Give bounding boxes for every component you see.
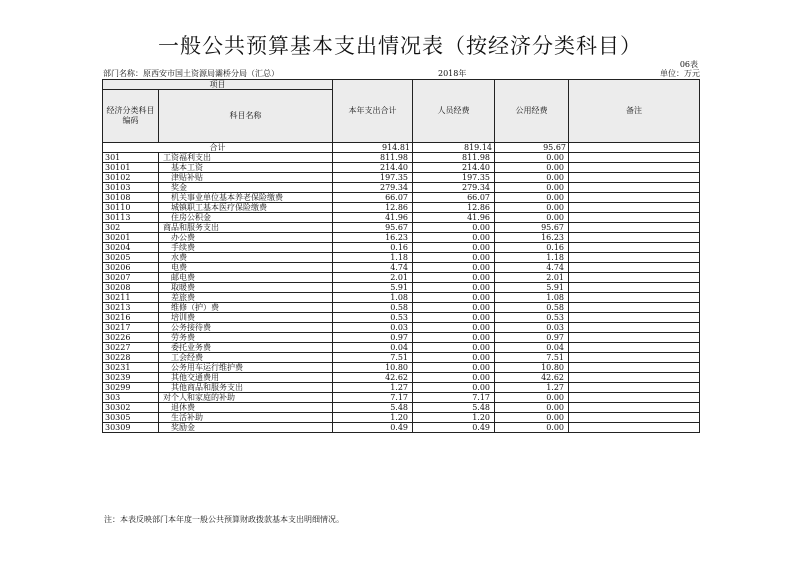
table-row xyxy=(103,333,700,343)
row-code: 301 xyxy=(103,153,159,163)
row-name: 工资福利支出 xyxy=(159,153,333,163)
row-code: 30217 xyxy=(103,323,159,333)
table-row xyxy=(103,223,700,233)
row-personnel: 0.00 xyxy=(413,253,495,263)
row-note xyxy=(569,343,700,353)
row-total: 1.08 xyxy=(333,293,413,303)
row-public: 0.00 xyxy=(495,173,569,183)
row-name: 取暖费 xyxy=(159,283,333,293)
row-note xyxy=(569,213,700,223)
row-public: 0.00 xyxy=(495,393,569,403)
unit-label: 单位：万元 xyxy=(660,69,700,78)
row-personnel: 0.00 xyxy=(413,283,495,293)
row-total: 1.20 xyxy=(333,413,413,423)
row-name: 公务用车运行维护费 xyxy=(159,363,333,373)
row-note xyxy=(569,283,700,293)
table-row xyxy=(103,243,700,253)
table-row xyxy=(103,283,700,293)
row-code: 30239 xyxy=(103,373,159,383)
row-public: 0.16 xyxy=(495,243,569,253)
row-name: 工会经费 xyxy=(159,353,333,363)
row-personnel: 0.00 xyxy=(413,263,495,273)
row-code: 30227 xyxy=(103,343,159,353)
row-note xyxy=(569,393,700,403)
row-total: 0.58 xyxy=(333,303,413,313)
row-personnel: 41.96 xyxy=(413,213,495,223)
row-public: 7.51 xyxy=(495,353,569,363)
row-code: 30231 xyxy=(103,363,159,373)
row-note xyxy=(569,383,700,393)
row-total: 0.97 xyxy=(333,333,413,343)
header-item: 项目 xyxy=(103,80,333,90)
row-code: 30226 xyxy=(103,333,159,343)
row-note xyxy=(569,203,700,213)
total-label: 合计 xyxy=(103,143,333,153)
row-total: 4.74 xyxy=(333,263,413,273)
row-note xyxy=(569,373,700,383)
table-row xyxy=(103,383,700,393)
row-total: 811.98 xyxy=(333,153,413,163)
row-code: 30208 xyxy=(103,283,159,293)
row-total: 1.27 xyxy=(333,383,413,393)
row-code: 30103 xyxy=(103,183,159,193)
row-note xyxy=(569,413,700,423)
row-public: 2.01 xyxy=(495,273,569,283)
row-name: 水费 xyxy=(159,253,333,263)
total-row xyxy=(103,143,700,153)
row-name: 公务接待费 xyxy=(159,323,333,333)
table-row xyxy=(103,173,700,183)
row-total: 214.40 xyxy=(333,163,413,173)
table-row xyxy=(103,353,700,363)
row-personnel: 0.00 xyxy=(413,223,495,233)
row-personnel: 0.00 xyxy=(413,313,495,323)
row-personnel: 0.00 xyxy=(413,363,495,373)
row-public: 0.00 xyxy=(495,413,569,423)
header-total: 本年支出合计 xyxy=(333,80,413,143)
header-personnel: 人员经费 xyxy=(413,80,495,143)
row-total: 197.35 xyxy=(333,173,413,183)
row-total: 0.53 xyxy=(333,313,413,323)
row-total: 12.86 xyxy=(333,203,413,213)
row-name: 津贴补贴 xyxy=(159,173,333,183)
table-row xyxy=(103,203,700,213)
row-note xyxy=(569,303,700,313)
form-number: 06表 xyxy=(679,60,698,69)
row-name: 电费 xyxy=(159,263,333,273)
header-name: 科目名称 xyxy=(159,90,333,143)
row-public: 10.80 xyxy=(495,363,569,373)
row-name: 退休费 xyxy=(159,403,333,413)
row-note xyxy=(569,243,700,253)
total-personnel: 819.14 xyxy=(413,143,495,153)
row-name: 手续费 xyxy=(159,243,333,253)
row-personnel: 7.17 xyxy=(413,393,495,403)
row-code: 30205 xyxy=(103,253,159,263)
table-row xyxy=(103,263,700,273)
header-public: 公用经费 xyxy=(495,80,569,143)
row-total: 7.17 xyxy=(333,393,413,403)
row-public: 0.00 xyxy=(495,203,569,213)
total-amount: 914.81 xyxy=(333,143,413,153)
row-total: 1.18 xyxy=(333,253,413,263)
row-note xyxy=(569,153,700,163)
row-note xyxy=(569,253,700,263)
row-note xyxy=(569,233,700,243)
row-public: 5.91 xyxy=(495,283,569,293)
table-row xyxy=(103,423,700,433)
table-row xyxy=(103,393,700,403)
row-name: 商品和服务支出 xyxy=(159,223,333,233)
row-total: 66.07 xyxy=(333,193,413,203)
row-personnel: 197.35 xyxy=(413,173,495,183)
table-row xyxy=(103,403,700,413)
row-personnel: 214.40 xyxy=(413,163,495,173)
row-name: 委托业务费 xyxy=(159,343,333,353)
row-public: 0.58 xyxy=(495,303,569,313)
row-code: 30302 xyxy=(103,403,159,413)
row-code: 30305 xyxy=(103,413,159,423)
table-row xyxy=(103,313,700,323)
row-public: 1.18 xyxy=(495,253,569,263)
row-public: 0.00 xyxy=(495,163,569,173)
table-row xyxy=(103,193,700,203)
row-code: 30228 xyxy=(103,353,159,363)
row-code: 30204 xyxy=(103,243,159,253)
header-note: 备注 xyxy=(569,80,700,143)
row-public: 0.00 xyxy=(495,193,569,203)
row-personnel: 66.07 xyxy=(413,193,495,203)
row-public: 0.00 xyxy=(495,213,569,223)
row-personnel: 0.00 xyxy=(413,353,495,363)
table-row xyxy=(103,273,700,283)
row-personnel: 0.00 xyxy=(413,323,495,333)
row-personnel: 12.86 xyxy=(413,203,495,213)
row-public: 95.67 xyxy=(495,223,569,233)
table-row xyxy=(103,213,700,223)
row-public: 1.27 xyxy=(495,383,569,393)
row-name: 邮电费 xyxy=(159,273,333,283)
row-note xyxy=(569,313,700,323)
row-note xyxy=(569,403,700,413)
row-note xyxy=(569,423,700,433)
total-note xyxy=(569,143,700,153)
department-name: 部门名称：原西安市国土资源局灞桥分局（汇总） xyxy=(103,69,279,78)
row-public: 0.00 xyxy=(495,423,569,433)
row-name: 劳务费 xyxy=(159,333,333,343)
table-body xyxy=(103,143,700,433)
row-name: 培训费 xyxy=(159,313,333,323)
table-row xyxy=(103,303,700,313)
report-year: 2018年 xyxy=(438,69,467,78)
row-name: 办公费 xyxy=(159,233,333,243)
table-row xyxy=(103,163,700,173)
row-code: 30213 xyxy=(103,303,159,313)
row-personnel: 1.20 xyxy=(413,413,495,423)
row-name: 机关事业单位基本养老保险缴费 xyxy=(159,193,333,203)
row-public: 16.23 xyxy=(495,233,569,243)
row-total: 5.91 xyxy=(333,283,413,293)
row-total: 0.04 xyxy=(333,343,413,353)
row-note xyxy=(569,223,700,233)
row-total: 10.80 xyxy=(333,363,413,373)
row-name: 城镇职工基本医疗保险缴费 xyxy=(159,203,333,213)
total-public: 95.67 xyxy=(495,143,569,153)
row-personnel: 0.00 xyxy=(413,233,495,243)
page-title: 一般公共预算基本支出情况表（按经济分类科目） xyxy=(158,34,642,58)
row-total: 42.62 xyxy=(333,373,413,383)
row-personnel: 0.00 xyxy=(413,383,495,393)
row-name: 生活补助 xyxy=(159,413,333,423)
row-public: 0.53 xyxy=(495,313,569,323)
row-code: 30207 xyxy=(103,273,159,283)
row-name: 基本工资 xyxy=(159,163,333,173)
table-row xyxy=(103,233,700,243)
row-name: 对个人和家庭的补助 xyxy=(159,393,333,403)
row-code: 30102 xyxy=(103,173,159,183)
row-code: 30211 xyxy=(103,293,159,303)
row-note xyxy=(569,163,700,173)
table-row xyxy=(103,343,700,353)
row-note xyxy=(569,353,700,363)
row-public: 42.62 xyxy=(495,373,569,383)
row-code: 30299 xyxy=(103,383,159,393)
row-name: 其他交通费用 xyxy=(159,373,333,383)
row-public: 4.74 xyxy=(495,263,569,273)
row-name: 维修（护）费 xyxy=(159,303,333,313)
row-name: 差旅费 xyxy=(159,293,333,303)
row-personnel: 0.00 xyxy=(413,343,495,353)
row-total: 41.96 xyxy=(333,213,413,223)
row-code: 30216 xyxy=(103,313,159,323)
row-code: 30309 xyxy=(103,423,159,433)
row-code: 30113 xyxy=(103,213,159,223)
row-note xyxy=(569,293,700,303)
row-total: 0.49 xyxy=(333,423,413,433)
row-public: 0.00 xyxy=(495,183,569,193)
meta-line xyxy=(103,68,700,78)
row-public: 0.00 xyxy=(495,403,569,413)
table-row xyxy=(103,183,700,193)
header-code: 经济分类科目编码 xyxy=(103,90,159,143)
row-personnel: 0.00 xyxy=(413,333,495,343)
row-public: 0.03 xyxy=(495,323,569,333)
row-total: 279.34 xyxy=(333,183,413,193)
row-note xyxy=(569,263,700,273)
row-public: 0.04 xyxy=(495,343,569,353)
row-personnel: 811.98 xyxy=(413,153,495,163)
row-public: 0.00 xyxy=(495,153,569,163)
row-total: 95.67 xyxy=(333,223,413,233)
row-public: 1.08 xyxy=(495,293,569,303)
row-personnel: 0.49 xyxy=(413,423,495,433)
row-code: 30206 xyxy=(103,263,159,273)
row-total: 2.01 xyxy=(333,273,413,283)
row-personnel: 279.34 xyxy=(413,183,495,193)
row-name: 住房公积金 xyxy=(159,213,333,223)
row-code: 302 xyxy=(103,223,159,233)
row-name: 奖金 xyxy=(159,183,333,193)
row-total: 0.16 xyxy=(333,243,413,253)
row-note xyxy=(569,173,700,183)
row-public: 0.97 xyxy=(495,333,569,343)
row-total: 16.23 xyxy=(333,233,413,243)
row-personnel: 0.00 xyxy=(413,243,495,253)
row-total: 0.03 xyxy=(333,323,413,333)
table-row xyxy=(103,253,700,263)
table-row xyxy=(103,373,700,383)
row-personnel: 0.00 xyxy=(413,273,495,283)
row-personnel: 0.00 xyxy=(413,303,495,313)
row-note xyxy=(569,323,700,333)
row-note xyxy=(569,333,700,343)
footnote: 注：本表反映部门本年度一般公共预算财政拨款基本支出明细情况。 xyxy=(104,515,344,524)
row-personnel: 0.00 xyxy=(413,373,495,383)
row-note xyxy=(569,273,700,283)
table-row xyxy=(103,363,700,373)
row-code: 30108 xyxy=(103,193,159,203)
row-total: 7.51 xyxy=(333,353,413,363)
row-code: 30101 xyxy=(103,163,159,173)
budget-table xyxy=(102,79,700,433)
table-row xyxy=(103,323,700,333)
row-total: 5.48 xyxy=(333,403,413,413)
table-row xyxy=(103,413,700,423)
row-code: 303 xyxy=(103,393,159,403)
row-note xyxy=(569,363,700,373)
table-row xyxy=(103,153,700,163)
row-personnel: 0.00 xyxy=(413,293,495,303)
row-note xyxy=(569,183,700,193)
table-row xyxy=(103,293,700,303)
row-code: 30110 xyxy=(103,203,159,213)
row-note xyxy=(569,193,700,203)
row-name: 其他商品和服务支出 xyxy=(159,383,333,393)
row-code: 30201 xyxy=(103,233,159,243)
row-personnel: 5.48 xyxy=(413,403,495,413)
row-name: 奖励金 xyxy=(159,423,333,433)
